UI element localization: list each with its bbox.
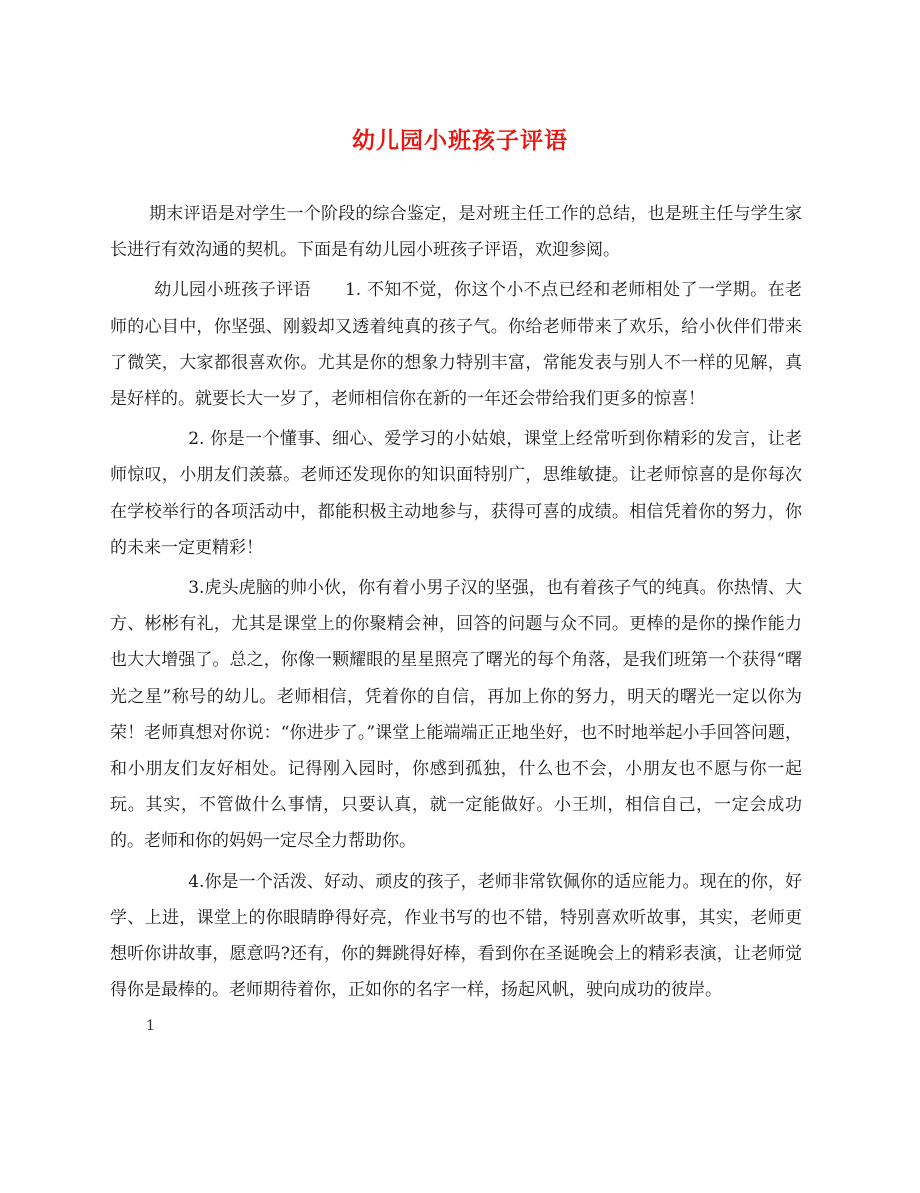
comment-paragraph-3: 3.虎头虎脑的帅小伙，你有着小男子汉的坚强，也有着孩子气的纯真。你热情、大方、彬彬有礼，尤其是课堂上的你聚精会神，回答的问题与众不同。更棒的是你的操作能力也大大增强了。总之，你像一颗耀眼的星星照亮了曙光的每个角落，是我们班第一个获得“曙光之星”称号的幼儿。老师相信，凭着你的自信，再加上你的努力，明天的曙光一定以你为荣！老师真想对你说：“你进步了。”课堂上能端端正正地坐好，也不时地举起小手回答问题，和小朋友们友好相处。记得刚入园时，你感到孤独，什么也不会，小朋友也不愿与你一起玩。其实，不管做什么事情，只要认真，就一定能做好。小王圳，相信自己，一定会成功的。老师和你的妈妈一定尽全力帮助你。 bbox=[110, 578, 802, 852]
comment-paragraph-1 bbox=[110, 272, 802, 417]
comment-paragraph-2: 2. 你是一个懂事、细心、爱学习的小姑娘，课堂上经常听到你精彩的发言，让老师惊叹，小朋友们羡慕。老师还发现你的知识面特别广，思维敏捷。让老师惊喜的是你每次在学校举行的各项活动中，都能积极主动地参与，获得可喜的成绩。相信凭着你的努力，你的未来一定更精彩！ bbox=[110, 429, 802, 558]
document-title: 幼儿园小班孩子评语 bbox=[352, 127, 568, 154]
page-number: 1 bbox=[146, 1018, 155, 1034]
section-label: 幼儿园小班孩子评语 bbox=[154, 280, 311, 301]
comment-paragraph-4: 4.你是一个活泼、好动、顽皮的孩子，老师非常钦佩你的适应能力。现在的你，好学、上进，课堂上的你眼睛睁得好亮，作业书写的也不错，特别喜欢听故事，其实，老师更想听你讲故事，愿意吗?还有，你的舞跳得好棒，看到你在圣诞晚会上的精彩表演，让老师觉得你是最棒的。老师期待着你，正如你的名字一样，扬起风帆，驶向成功的彼岸。 bbox=[110, 871, 802, 1001]
document-body bbox=[110, 196, 802, 1012]
comment-1-text: 1. 不知不觉，你这个小不点已经和老师相处了一学期。在老师的心目中，你坚强、刚毅却又透着纯真的孩子气。你给老师带来了欢乐，给小伙伴们带来了微笑，大家都很喜欢你。尤其是你的想象力特别丰富，常能发表与别人不一样的见解，真是好样的。就要长大一岁了，老师相信你在新的一年还会带给我们更多的惊喜！ bbox=[110, 280, 803, 410]
intro-paragraph: 期末评语是对学生一个阶段的综合鉴定，是对班主任工作的总结，也是班主任与学生家长进行有效沟通的契机。下面是有幼儿园小班孩子评语，欢迎参阅。 bbox=[110, 204, 802, 261]
